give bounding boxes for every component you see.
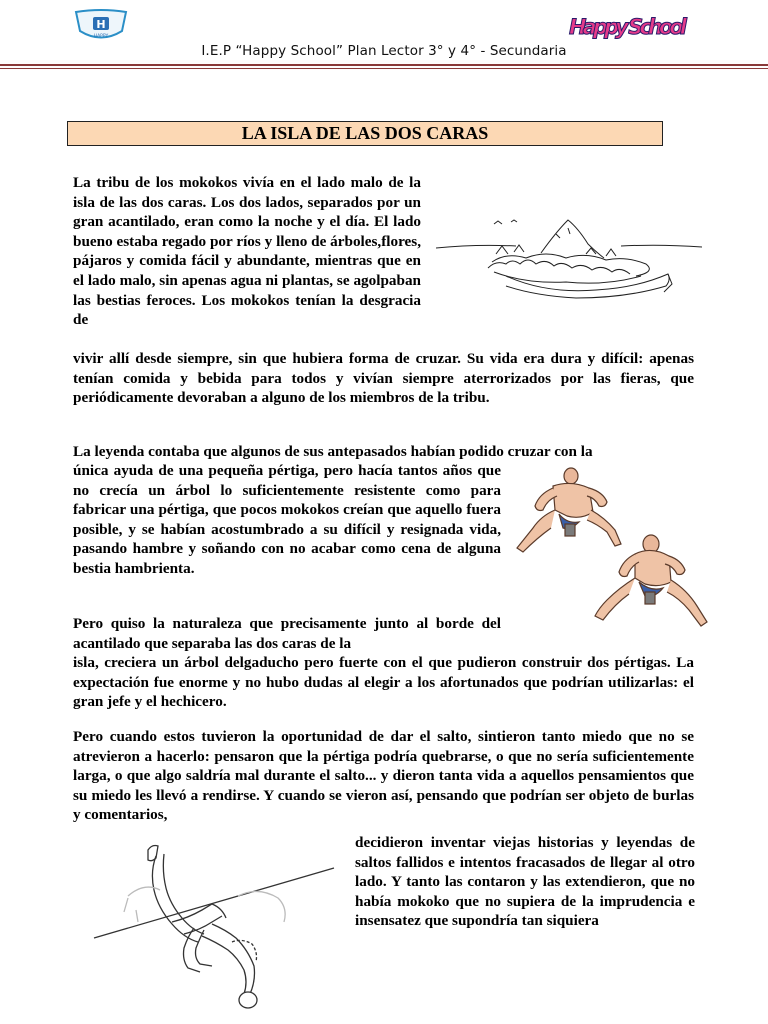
paragraph-1-intro: La tribu de los mokokos vivía en el lado malo de la isla de las dos caras. Los dos lados, separados por un gran acantilado, eran como la noche y el día. El lado bueno estaba regado por ríos y lleno de árboles,flores, pájaros y comida fácil y abundante, mientras que en el lado malo, sin apenas agua ni plantas, se agolpaban las bestias feroces. Los mokokos tenían la desgracia de (73, 174, 421, 329)
paragraph-4: Pero cuando estos tuvieron la oportunidad de dar el salto, sintieron tanto miedo que no se atrevieron a hacerlo: pensaron que la pértiga podría quebrarse, o que no sería suficientemente larga, o que algo saldría mal durante el salto... y dieron tanta vida a aquellos pensamientos que su miedo les llevó a rendirse. Y cuando se vieron así, pensando que podrían ser objeto de burlas y comentarios, (73, 728, 694, 824)
header-rule (0, 68, 768, 69)
page-title: LA ISLA DE LAS DOS CARAS (67, 121, 663, 146)
happy-school-logo (567, 8, 691, 42)
paragraph-3-continuation: isla, creciera un árbol delgaducho pero fuerte con el que pudieron construir dos pértigas. La expectación fue enorme y no hubo dudas al elegir a los afortunados que podrían utilizarlas: el gran jefe y el hechicero. (73, 654, 694, 711)
svg-text:Happy School: Happy School (569, 15, 687, 39)
school-shield-logo (74, 9, 128, 43)
island-illustration (436, 214, 702, 304)
svg-text:HAPPY: HAPPY (93, 34, 109, 39)
pole-vault-illustration (88, 838, 342, 1018)
paragraph-1-continuation: vivir allí desde siempre, sin que hubiera forma de cruzar. Su vida era dura y difícil: apenas tenían comida y bebida para todos y vivían siempre aterrorizados por las fieras, que periódicamente devoraban a alguno de los miembros de la tribu. (73, 350, 694, 407)
paragraph-2-body: única ayuda de una pequeña pértiga, pero hacía tantos años que no crecía un árbol lo suficientemente resistente como para fabricar una pértiga, que pocos mokokos creían que aquello fuera posible, y se habían acostumbrado a su difícil y resignada vida, pasando hambre y soñando con no acabar como cena de alguna bestia hambrienta. (73, 462, 501, 577)
paragraph-3-intro: Pero quiso la naturaleza que precisamente junto al borde del acantilado que separaba las dos caras de la (73, 615, 501, 652)
paragraph-2-first-line: La leyenda contaba que algunos de sus antepasados habían podido cruzar con la (73, 443, 593, 460)
header-rule (0, 64, 768, 66)
svg-text:H: H (96, 18, 106, 31)
paragraph-5: decidieron inventar viejas historias y leyendas de saltos fallidos e intentos fracasados de llegar al otro lado. Y tanto las contaron y las extendieron, que no había mokoko que no supiera de la imprudencia e insensatez que supondría tan siquiera (355, 834, 695, 930)
header-line: I.E.P “Happy School” Plan Lector 3° y 4° - Secundaria (201, 43, 567, 59)
tribesmen-illustration (511, 466, 713, 636)
